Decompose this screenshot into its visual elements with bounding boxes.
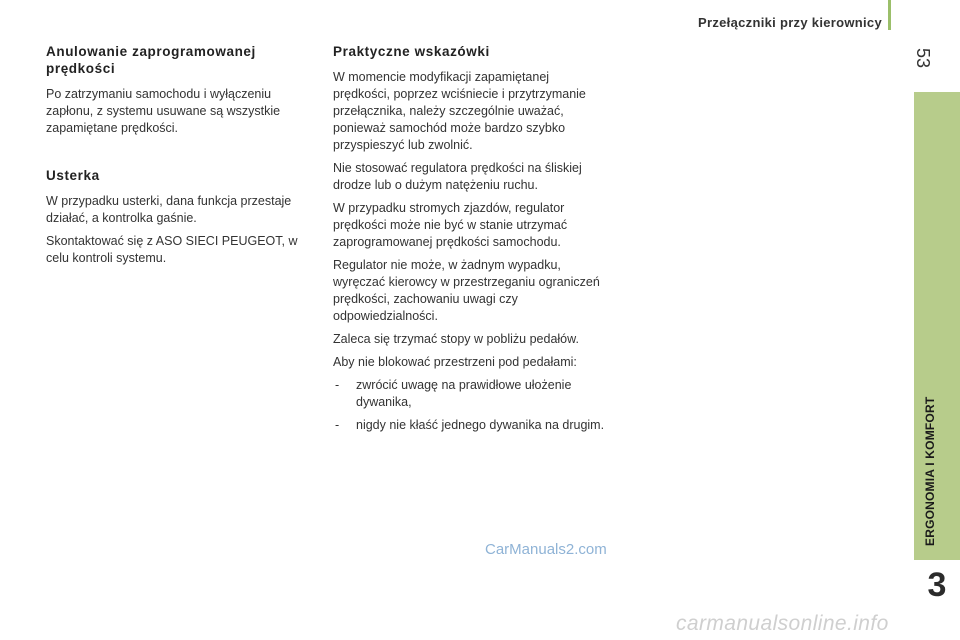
paragraph: Po zatrzymaniu samochodu i wyłączeniu zapłonu, z systemu usuwane są wszystkie zapamiętane prędkości. [46,87,281,135]
list-item [333,417,605,434]
list-dash: - [335,418,340,432]
paragraph: W przypadku usterki, dana funkcja przestaje działać, a kontrolka gaśnie. [46,194,292,225]
paragraph: Nie stosować regulatora prędkości na śliskiej drodze lub o dużym natężeniu ruchu. [333,161,582,192]
list-dash: - [335,378,340,392]
section-heading-fault: Usterka [46,168,100,183]
page-number: 53 [913,47,933,69]
watermark-carmanualsonline[interactable]: carmanualsonline.info [676,612,889,635]
list-item-text: nigdy nie kłaść jednego dywanika na drugim. [356,418,605,432]
paragraph: W przypadku stromych zjazdów, regulator prędkości może nie być w stanie utrzymać zaprogramowanej prędkości samochodu. [333,201,568,249]
left-column [46,43,316,273]
list-item [333,377,605,411]
section-heading-cancel-speed: Anulowanie zaprogramowanej prędkości [46,44,256,76]
paragraph: Skontaktować się z ASO SIECI PEUGEOT, w celu kontroli systemu. [46,234,298,265]
chapter-number: 3 [927,566,947,604]
section-header-title: Przełączniki przy kierownicy [698,15,882,30]
paragraph: Zaleca się trzymać stopy w pobliżu pedałów. [333,332,579,346]
section-heading-practical-tips: Praktyczne wskazówki [333,44,490,59]
header-rule [888,0,891,30]
chapter-tab-label: ERGONOMIA I KOMFORT [923,396,937,546]
paragraph: W momencie modyfikacji zapamiętanej prędkości, poprzez wciśniecie i przytrzymanie przełącznika, należy szczególnie uważać, ponieważ samochód może bardzo szybko przyspieszyć lub zwolnić. [333,70,586,152]
chapter-side-tab [914,92,960,560]
paragraph: Aby nie blokować przestrzeni pod pedałami: [333,355,577,369]
paragraph: Regulator nie może, w żadnym wypadku, wyręczać kierowcy w przestrzeganiu ograniczeń prędkości, zachowaniu uwagi czy odpowiedzialności. [333,258,600,323]
list-item-text: zwrócić uwagę na prawidłowe ułożenie dywanika, [356,378,572,409]
watermark-carmanuals2[interactable]: CarManuals2.com [485,541,607,558]
right-column [333,43,605,440]
